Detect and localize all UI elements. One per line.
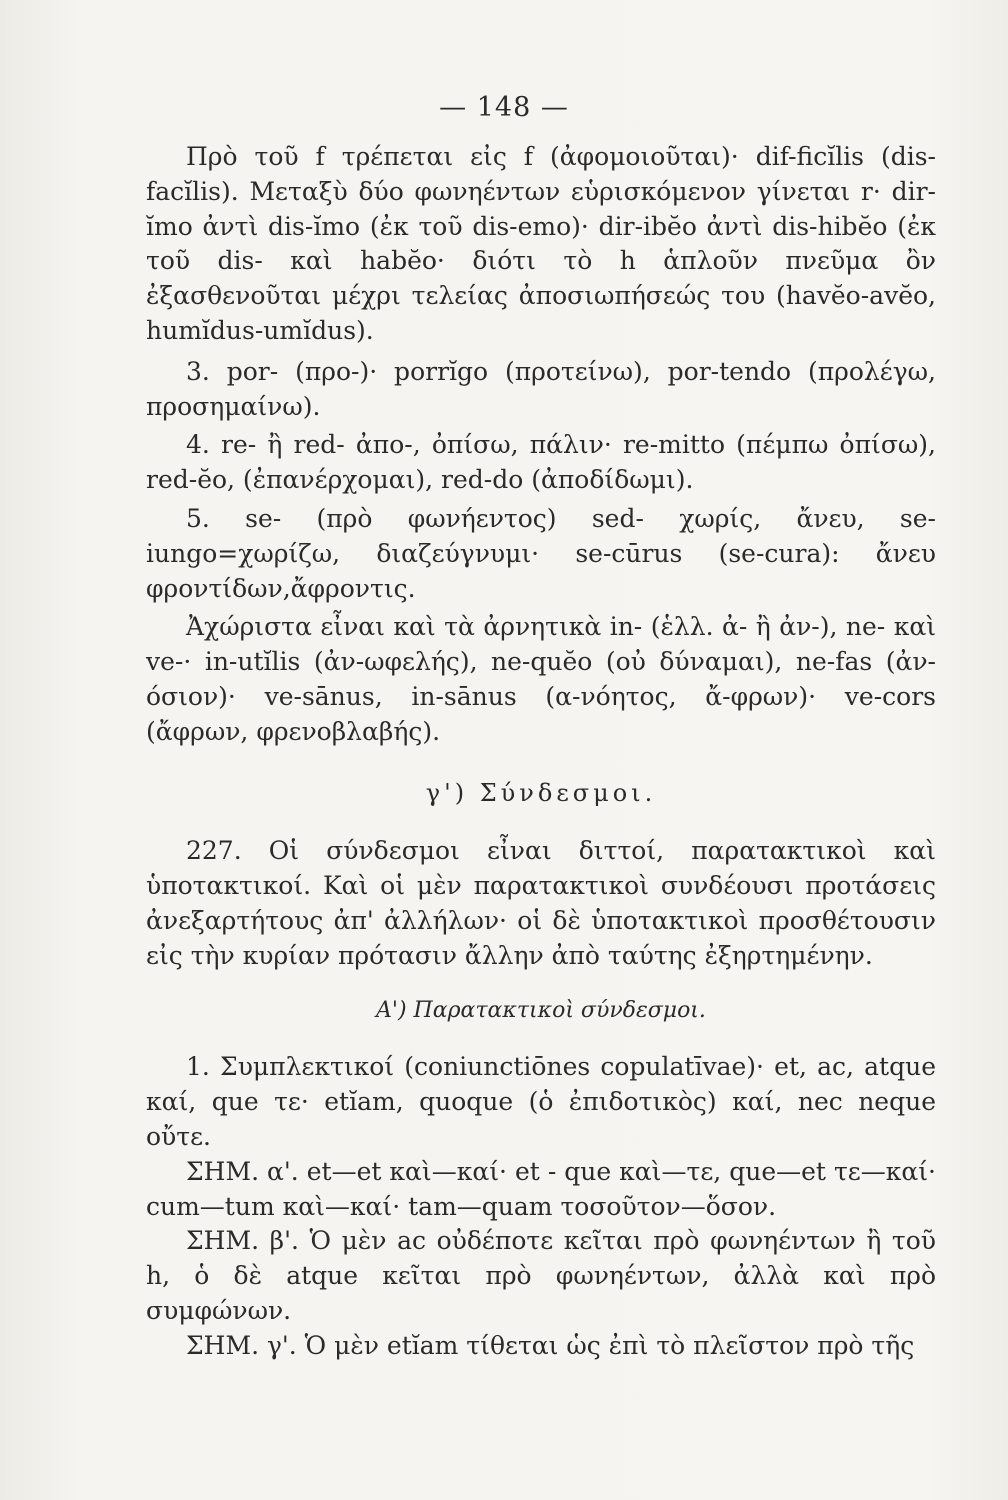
note-alpha: ΣΗΜ. α'. et—et καὶ—καί· et - que καὶ—τε, que—et τε—καί· cum—tum καὶ—καί· tam—quam τοσοῦτον—ὅσον. <box>146 1156 936 1221</box>
paragraph-negatives: Ἀχώριστα εἶναι καὶ τὰ ἀρνητικὰ in- (ἑλλ. ἀ- ἢ ἀν-), ne- καὶ ve-· in-utĭlis (ἀν-ωφελής), ne-quĕo (οὐ δύναμαι), ne-fas (ἀν-όσιον)· ve-sānus, in-sānus (α-νόητος, ἄ-φρων)· ve-cors (ἄφρων, φρενοβλαβής). <box>146 612 936 746</box>
section-heading: γ') Σύνδεσμοι. <box>425 778 657 807</box>
note-gamma: ΣΗΜ. γ'. Ὁ μὲν etĭam τίθεται ὡς ἐπὶ τὸ πλεῖστον πρὸ τῆς <box>186 1330 915 1360</box>
paragraph-item-5: 5. se- (πρὸ φωνήεντος) sed- χωρίς, ἄνευ, se-iungo=χωρίζω, διαζεύγνυμι· se-cūrus (se-cura): ἄνευ φροντίδων,ἄφροντις. <box>146 503 936 603</box>
page-body <box>146 140 936 1364</box>
page-number: — 148 — <box>439 92 569 123</box>
paragraph-item-3: 3. por- (προ-)· porrĭgo (προτείνω), por-tendo (προλέγω, προσημαίνω). <box>146 356 936 421</box>
note-beta: ΣΗΜ. β'. Ὁ μὲν ac οὐδέποτε κεῖται πρὸ φωνηέντων ἢ τοῦ h, ὁ δὲ atque κεῖται πρὸ φωνηέντων, ἀλλὰ καὶ πρὸ συμφώνων. <box>146 1226 936 1325</box>
paragraph: Πρὸ τοῦ f τρέπεται εἰς f (ἀφομοιοῦται)· dif-ficĭlis (dis-facĭlis). Μεταξὺ δύο φωνηέντων εὑρισκόμενον γίνεται r· dir-ĭmo ἀντὶ dis-ĭmo (ἐκ τοῦ dis-emo)· dir-ibĕo ἀντὶ dis-hibĕo (ἐκ τοῦ dis- καὶ habĕo· διότι τὸ h ἁπλοῦν πνεῦμα ὂν ἐξασθενοῦται μέχρι τελείας ἀποσιωπήσεώς του (havĕo-avĕo, humĭdus-umĭdus). <box>146 142 936 345</box>
paragraph-227: 227. Οἱ σύνδεσμοι εἶναι διττοί, παρατακτικοὶ καὶ ὑποτακτικοί. Καὶ οἱ μὲν παρατακτικοὶ συνδέουσι προτάσεις ἀνεξαρτήτους ἀπ' ἀλλήλων· οἱ δὲ ὑποτακτικοὶ προσθέτουσιν εἰς τὴν κυρίαν πρότασιν ἄλλην ἀπὸ ταύτης ἐξηρτημένην. <box>146 836 936 970</box>
subsection-heading: Α') Παρατακτικοὶ σύνδεσμοι. <box>376 997 706 1023</box>
paragraph-copulative: 1. Συμπλεκτικοί (coniunctiōnes copulatīvae)· et, ac, atque καί, que τε· etĭam, quoque (ὁ ἐπιδοτικὸς) καί, nec neque οὔτε. <box>146 1052 936 1151</box>
paragraph-item-4: 4. re- ἢ red- ἀπο-, ὀπίσω, πάλιν· re-mitto (πέμπω ὀπίσω), red-ĕo, (ἐπανέρχομαι), red-do (ἀποδίδωμι). <box>146 430 936 495</box>
